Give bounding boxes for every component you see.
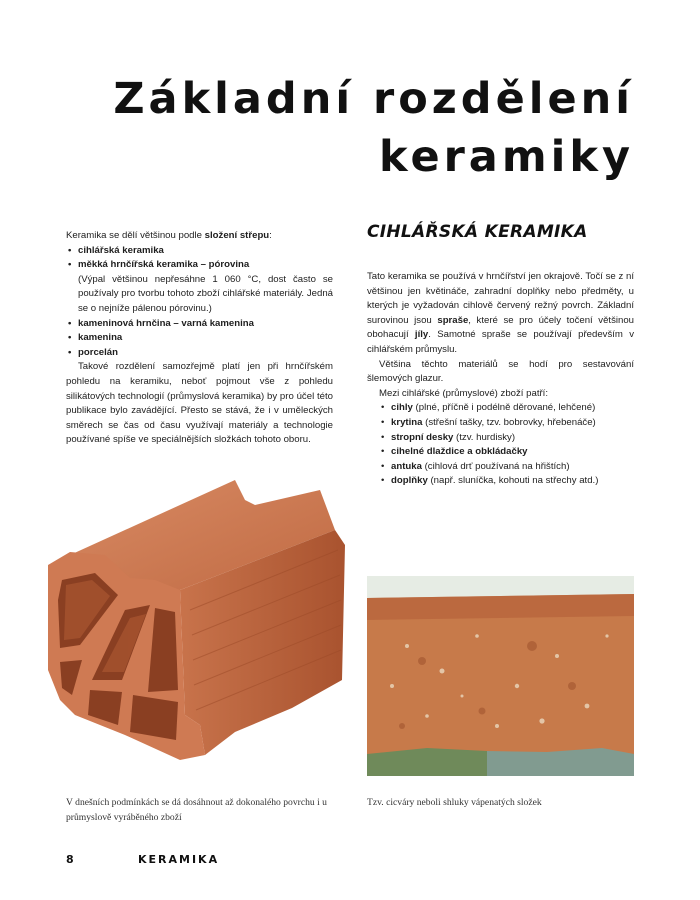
list-intro: Mezi cihlářské (průmyslové) zboží patří: [379,387,549,399]
list-item: • cihelné dlaždice a obkládačky [379,445,634,460]
text-run: . Samotné spraše se používají především v cihlářském průmyslu. [367,329,634,355]
page-title [113,70,634,186]
list-item: • kameninová hrnčina – varná kamenina [66,317,333,332]
composition-list-2 [66,317,333,361]
intro-bold: složení střepu [204,230,270,241]
product-list [367,401,634,489]
right-column [367,270,634,489]
list-item: • doplňky (např. sluníčka, kohouti na střechy atd.) [379,474,634,489]
term-sprase: spraše [437,314,469,326]
list-item: • krytina (střešní tašky, tzv. bobrovky, hřebenáče) [379,416,634,431]
intro-text [66,229,333,244]
running-title: KERAMIKA [138,853,220,866]
list-note: (Výpal většinou nepřesáhne 1 060 °C, dost často se používaly pro tvorbu tohoto zboží cihlářské materiály. Jedná se o nejníže pálenou pórovinu.) [78,273,333,314]
intro-end: : [269,230,272,241]
caption-right: Tzv. cicváry neboli shluky vápenatých složek [367,797,542,808]
left-column [66,229,333,448]
body-paragraph: Takové rozdělení samozřejmě platí jen při hrnčířském pohledu na keramiku, neboť pojmout vše z pohledu silikátových technologií (průmyslová keramika) by pro účel této publikace bylo zavádějící. Přesto se stává, že i v uměleckých směrech se čas od času využívají materiály a technologie používané spíše ve speciálnějších složkách tohoto oboru. [66,361,333,446]
list-item: • cihly (plné, příčně i podélně děrované, lehčené) [379,401,634,416]
body-paragraph: Většina těchto materiálů se hodí pro sestavování šlemových glazur. [367,358,634,385]
term-jily: jíly [414,329,429,341]
intro-plain: Keramika se dělí většinou podle [66,230,205,241]
caption-left: V dnešních podmínkách se dá dosáhnout až dokonalého povrchu i u průmyslově vyráběného zboží [66,797,327,823]
list-item: • stropní desky (tzv. hurdisky) [379,431,634,446]
brick-texture-photo [367,576,634,776]
list-item: • antuka (cihlová drť používaná na hřištích) [379,460,634,475]
composition-list [66,244,333,273]
title-line-1: Základní rozdělení [113,74,634,124]
text-run: , které se pro účely točení většinou obohacují [367,314,635,341]
body-paragraph [367,270,634,358]
page-footer [66,853,219,866]
section-heading: CIHLÁŘSKÁ KERAMIKA [367,222,588,242]
list-item: • cihlářská keramika [66,244,333,259]
list-item: • kamenina [66,331,333,346]
hollow-brick-photo [30,470,350,770]
title-line-2: keramiky [379,132,634,182]
list-item: • porcelán [66,346,333,361]
text-run: Tato keramika se používá v hrnčířství jen okrajově. Točí se z ní většinou jen květináče, zahradní doplňky nebo předměty, u kterých je vyžadován cihlově červený režný povrch. Základní surovinou jsou [367,271,634,326]
list-item: • měkká hrnčířská keramika – pórovina [66,258,333,273]
page-number: 8 [66,853,74,866]
